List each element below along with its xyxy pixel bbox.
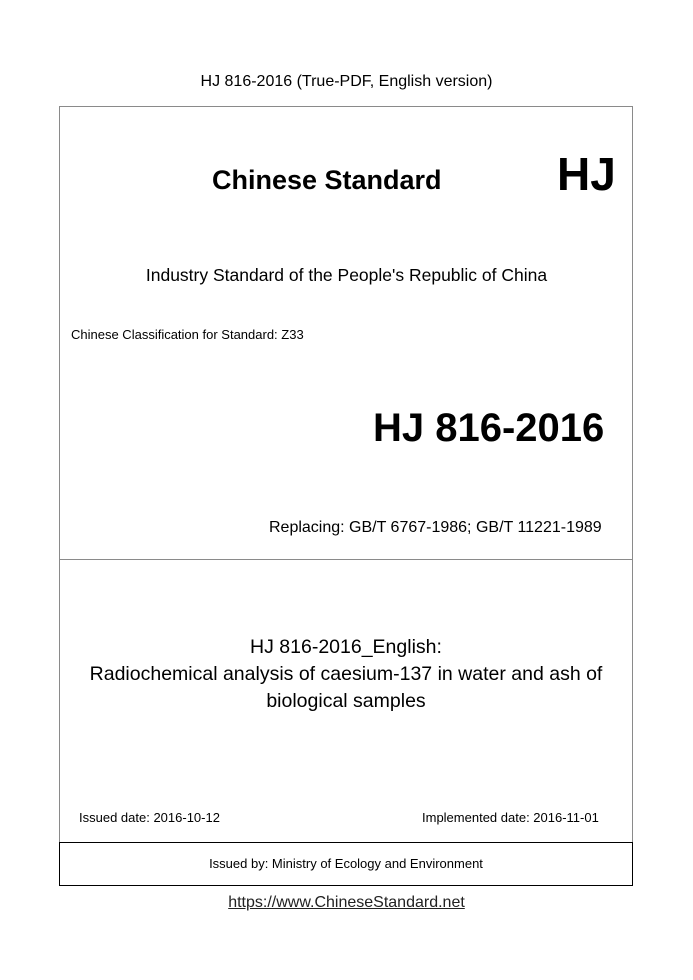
document-title-line: biological samples <box>266 690 426 712</box>
footer <box>0 893 693 913</box>
document-title-line: HJ 816-2016_English: <box>250 636 442 658</box>
standard-number: HJ 816-2016 <box>373 406 605 450</box>
cover-heading: Chinese Standard <box>212 165 442 195</box>
replacing-label: Replacing: GB/T 6767-1986; GB/T 11221-1989 <box>269 519 602 536</box>
implemented-date: Implemented date: 2016-11-01 <box>422 810 599 825</box>
document-title-line: Radiochemical analysis of caesium-137 in water and ash of <box>89 663 603 685</box>
document-title <box>59 634 633 715</box>
website-link[interactable]: https://www.ChineseStandard.net <box>228 894 465 911</box>
issued-by: Issued by: Ministry of Ecology and Environment <box>209 856 483 871</box>
classification-label: Chinese Classification for Standard: Z33 <box>71 327 304 342</box>
industry-line: Industry Standard of the People's Republic of China <box>145 265 548 285</box>
standard-mark: HJ <box>557 148 616 200</box>
page-header-title: HJ 816-2016 (True-PDF, English version) <box>200 73 493 90</box>
issued-date: Issued date: 2016-10-12 <box>79 810 220 825</box>
